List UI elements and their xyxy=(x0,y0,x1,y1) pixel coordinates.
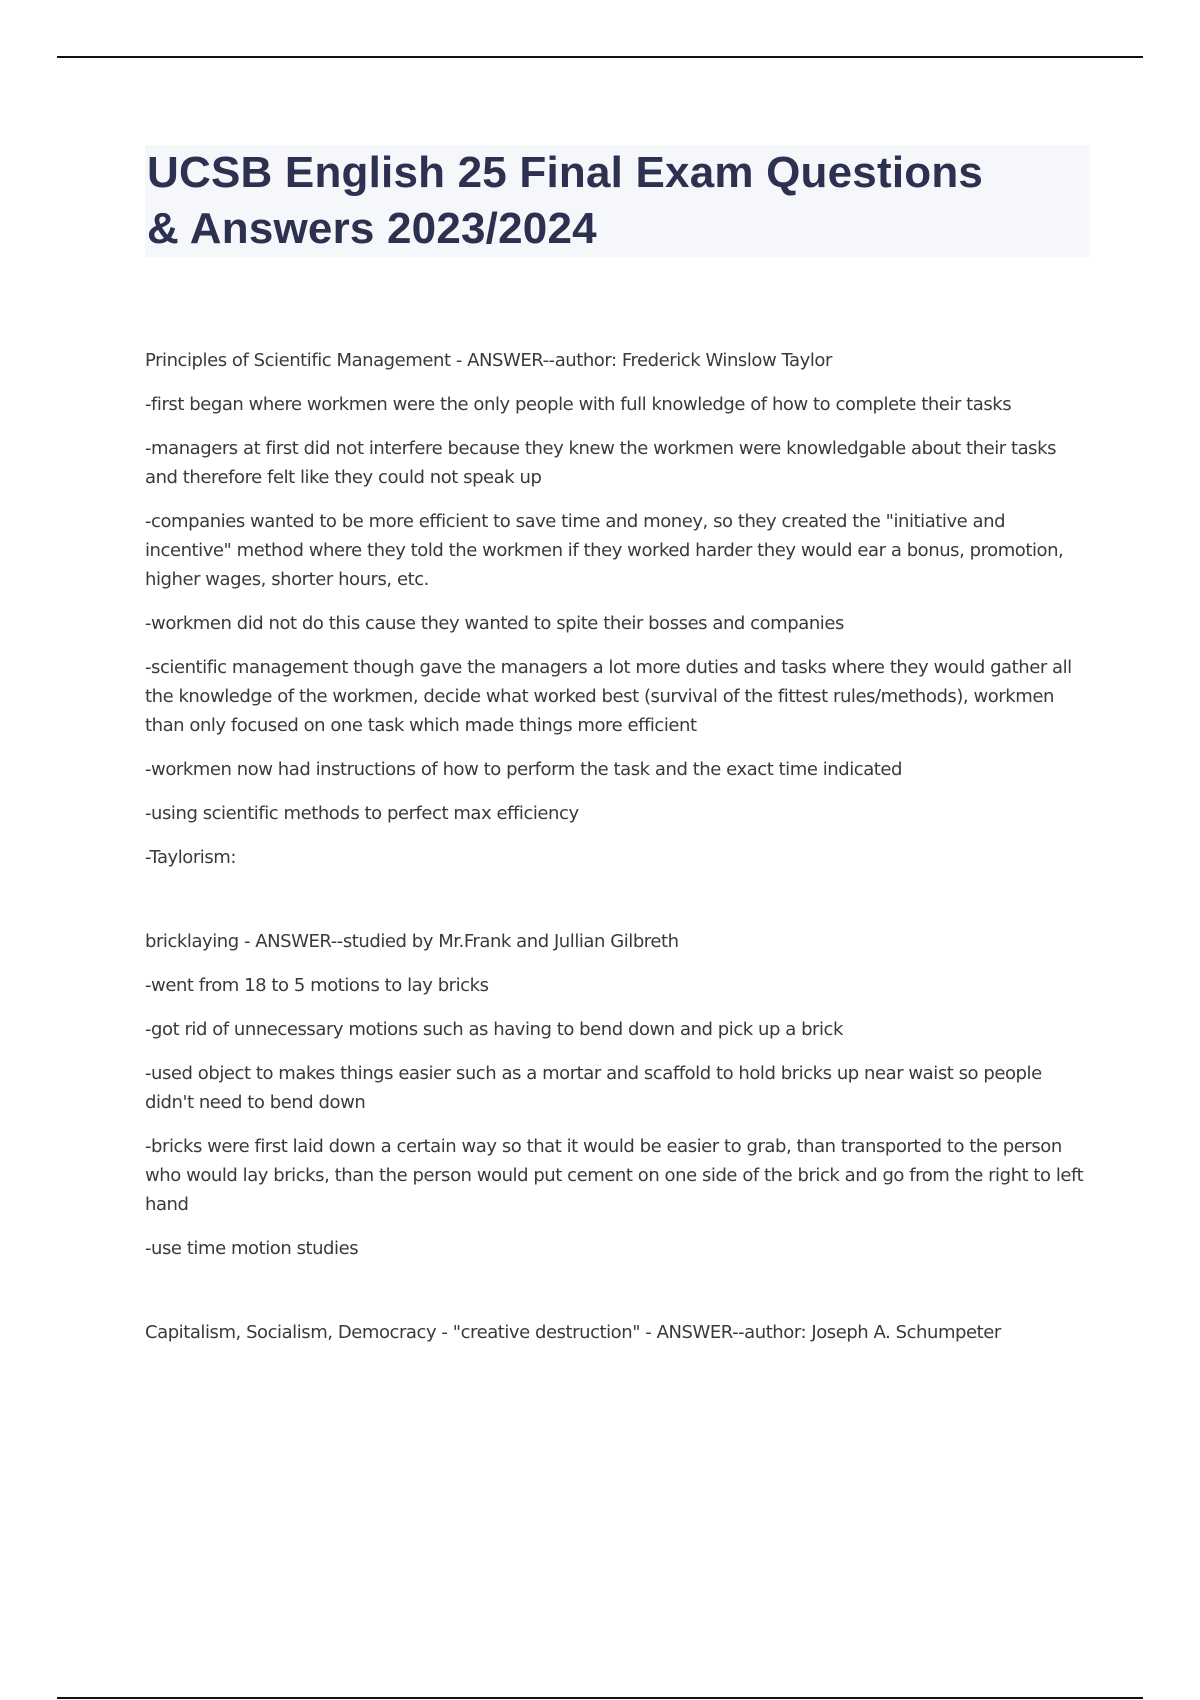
answer-bullet: -using scientific methods to perfect max efficiency xyxy=(145,803,579,824)
document-title xyxy=(147,145,1090,257)
top-rule xyxy=(57,56,1143,58)
answer-bullet: -first began where workmen were the only people with full knowledge of how to complete their tasks xyxy=(145,394,1012,415)
title-banner xyxy=(145,145,1090,257)
title-line-2: & Answers 2023/2024 xyxy=(147,204,597,253)
question-answer-line: Capitalism, Socialism, Democracy - "creative destruction" - ANSWER--author: Joseph A. Schumpeter xyxy=(145,1322,1001,1343)
title-line-1: UCSB English 25 Final Exam Questions xyxy=(147,148,984,197)
answer-bullet: -scientific management though gave the managers a lot more duties and tasks where they would gather all the knowledge of the workmen, decide what worked best (survival of the fittest rules/methods), workmen than only focused on one task which made things more efficient xyxy=(145,657,1072,736)
answer-bullet: -use time motion studies xyxy=(145,1238,359,1259)
answer-bullet: -workmen now had instructions of how to perform the task and the exact time indicated xyxy=(145,759,902,780)
answer-bullet: -Taylorism: xyxy=(145,847,236,868)
qa-content xyxy=(145,346,1085,1402)
bottom-rule xyxy=(57,1697,1143,1699)
answer-bullet: -bricks were first laid down a certain way so that it would be easier to grab, than transported to the person who would lay bricks, than the person would put cement on one side of the brick and go from the right to left hand xyxy=(145,1136,1084,1215)
qa-item-capitalism xyxy=(145,1318,1085,1347)
qa-item-scientific-management xyxy=(145,346,1085,872)
qa-item-bricklaying xyxy=(145,927,1085,1263)
question-answer-line: bricklaying - ANSWER--studied by Mr.Frank and Jullian Gilbreth xyxy=(145,931,679,952)
answer-bullet: -workmen did not do this cause they wanted to spite their bosses and companies xyxy=(145,613,844,634)
answer-bullet: -managers at first did not interfere because they knew the workmen were knowledgable about their tasks and therefore felt like they could not speak up xyxy=(145,438,1056,488)
answer-bullet: -companies wanted to be more efficient to save time and money, so they created the "initiative and incentive" method where they told the workmen if they worked harder they would ear a bonus, promotion, higher wages, shorter hours, etc. xyxy=(145,511,1064,590)
answer-bullet: -used object to makes things easier such as a mortar and scaffold to hold bricks up near waist so people didn't need to bend down xyxy=(145,1063,1042,1113)
answer-bullet: -went from 18 to 5 motions to lay bricks xyxy=(145,975,489,996)
answer-bullet: -got rid of unnecessary motions such as having to bend down and pick up a brick xyxy=(145,1019,843,1040)
question-answer-line: Principles of Scientific Management - ANSWER--author: Frederick Winslow Taylor xyxy=(145,350,832,371)
